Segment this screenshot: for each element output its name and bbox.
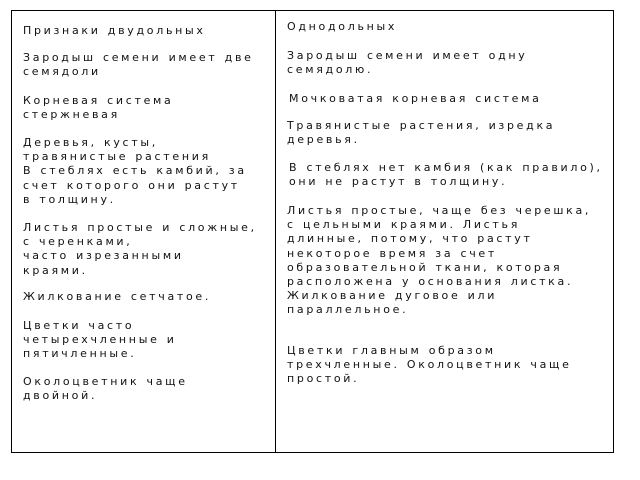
dicots-leaves: Листья простые и сложные, с черенками, часто изрезанными краями. [23, 221, 257, 277]
monocots-header: Однодольных [287, 20, 398, 33]
dicots-root-system: Корневая система стержневая [23, 94, 174, 122]
monocots-flowers: Цветки главным образом трехчленные. Околоцветник чаще простой. [287, 344, 572, 386]
dicots-header: Признаки двудольных [23, 24, 206, 37]
dicots-perianth: Околоцветник чаще двойной. [23, 375, 188, 403]
dicots-embryo: Зародыш семени имеет две семядоли [23, 51, 254, 79]
monocots-leaves: Листья простые, чаще без черешка, с цельными краями. Листья длинные, потому, что растут некоторое время за счет образовательной ткани, которая расположена у основания листка. Жилкование дуговое или параллельное. [287, 204, 592, 317]
comparison-table [11, 10, 614, 453]
dicots-habit: Деревья, кусты, травянистые растения В стеблях есть камбий, за счет которого они растут в толщину. [23, 136, 247, 206]
dicots-flowers: Цветки часто четырехчленные и пятичленные. [23, 319, 177, 361]
dicots-venation: Жилкование сетчатое. [23, 290, 212, 303]
monocots-root-system: Мочковатая корневая система [289, 92, 542, 105]
monocots-embryo: Зародыш семени имеет одну семядолю. [287, 49, 528, 77]
monocots-habit: Травянистые растения, изредка деревья. [287, 119, 556, 147]
monocots-cambium: В стеблях нет камбия (как правило), они не растут в толщину. [289, 161, 603, 189]
column-divider [275, 11, 276, 452]
